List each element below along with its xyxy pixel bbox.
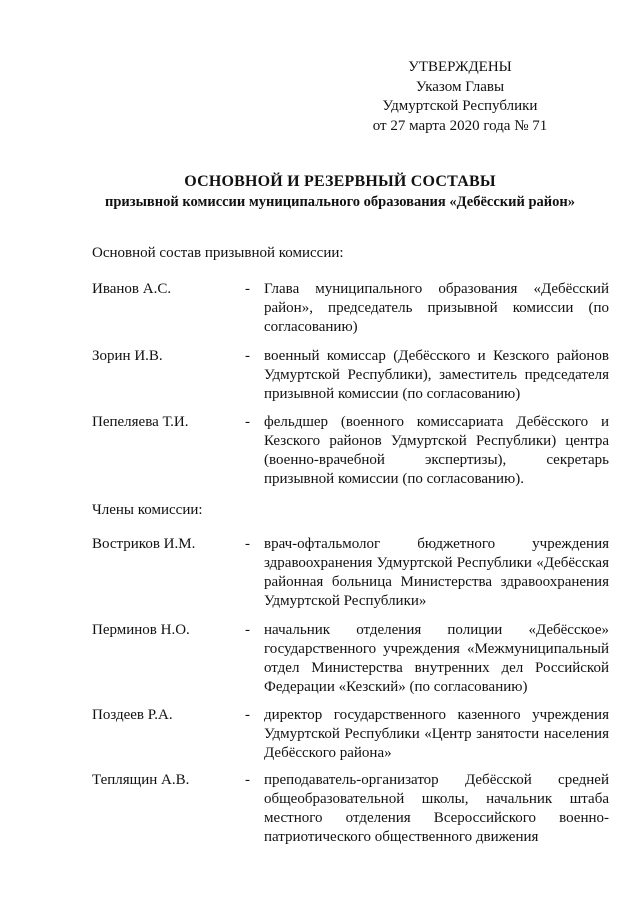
main-composition-heading: Основной состав призывной комиссии: — [92, 245, 344, 261]
document-title — [60, 172, 620, 212]
document-title-sub: призывной комиссии муниципального образования «Дебёсский район» — [104, 194, 575, 210]
member-name: Пепеляева Т.И. — [92, 414, 189, 430]
member-dash: - — [245, 536, 250, 552]
approval-line-date: от 27 марта 2020 года № 71 — [372, 117, 548, 134]
approval-line-approved: УТВЕРЖДЕНЫ — [408, 59, 512, 75]
member-name: Перминов Н.О. — [92, 622, 190, 638]
member-role: Глава муниципального образования «Дебёсский район», председатель призывной комиссии (по согласованию) — [264, 281, 609, 335]
commission-members-heading: Члены комиссии: — [92, 502, 203, 518]
approval-line-republic: Удмуртской Республики — [382, 98, 538, 114]
member-dash: - — [245, 622, 250, 638]
member-role: военный комиссар (Дебёсского и Кезского районов Удмуртской Республики), заместитель председателя призывной комиссии (по согласованию) — [264, 348, 609, 402]
member-dash: - — [245, 772, 250, 788]
member-dash: - — [245, 414, 250, 430]
member-name: Поздеев Р.А. — [92, 707, 173, 723]
member-dash: - — [245, 281, 250, 297]
approval-stamp — [330, 58, 590, 136]
member-name: Зорин И.В. — [92, 348, 163, 364]
member-role: фельдшер (военного комиссариата Дебёсского и Кезского районов Удмуртской Республики) центра (военно-врачебной экспертизы), секретарь призывной комиссии (по согласованию). — [264, 414, 609, 487]
member-name: Теплящин А.В. — [92, 772, 190, 788]
member-role: начальник отделения полиции «Дебёсское» государственного учреждения «Межмуниципальный отдел Министерства внутренних дел Российской Федерации «Кезский» (по согласованию) — [264, 622, 609, 695]
approval-line-decree: Указом Главы — [415, 78, 505, 95]
member-name: Иванов А.С. — [92, 281, 172, 297]
member-name: Востриков И.М. — [92, 536, 196, 552]
member-dash: - — [245, 707, 250, 723]
member-role: преподаватель-организатор Дебёсской средней общеобразовательной школы, начальник штаба местного отделения Всероссийского военно-патриотического общественного движения — [264, 772, 609, 845]
document-title-main: ОСНОВНОЙ И РЕЗЕРВНЫЙ СОСТАВЫ — [184, 173, 496, 190]
member-role: врач-офтальмолог бюджетного учреждения здравоохранения Удмуртской Республики «Дебёсская районная больница Министерства здравоохранения Удмуртской Республики» — [264, 536, 609, 609]
member-role: директор государственного казенного учреждения Удмуртской Республики «Центр занятости населения Дебёсского района» — [264, 707, 609, 761]
member-dash: - — [245, 348, 250, 364]
